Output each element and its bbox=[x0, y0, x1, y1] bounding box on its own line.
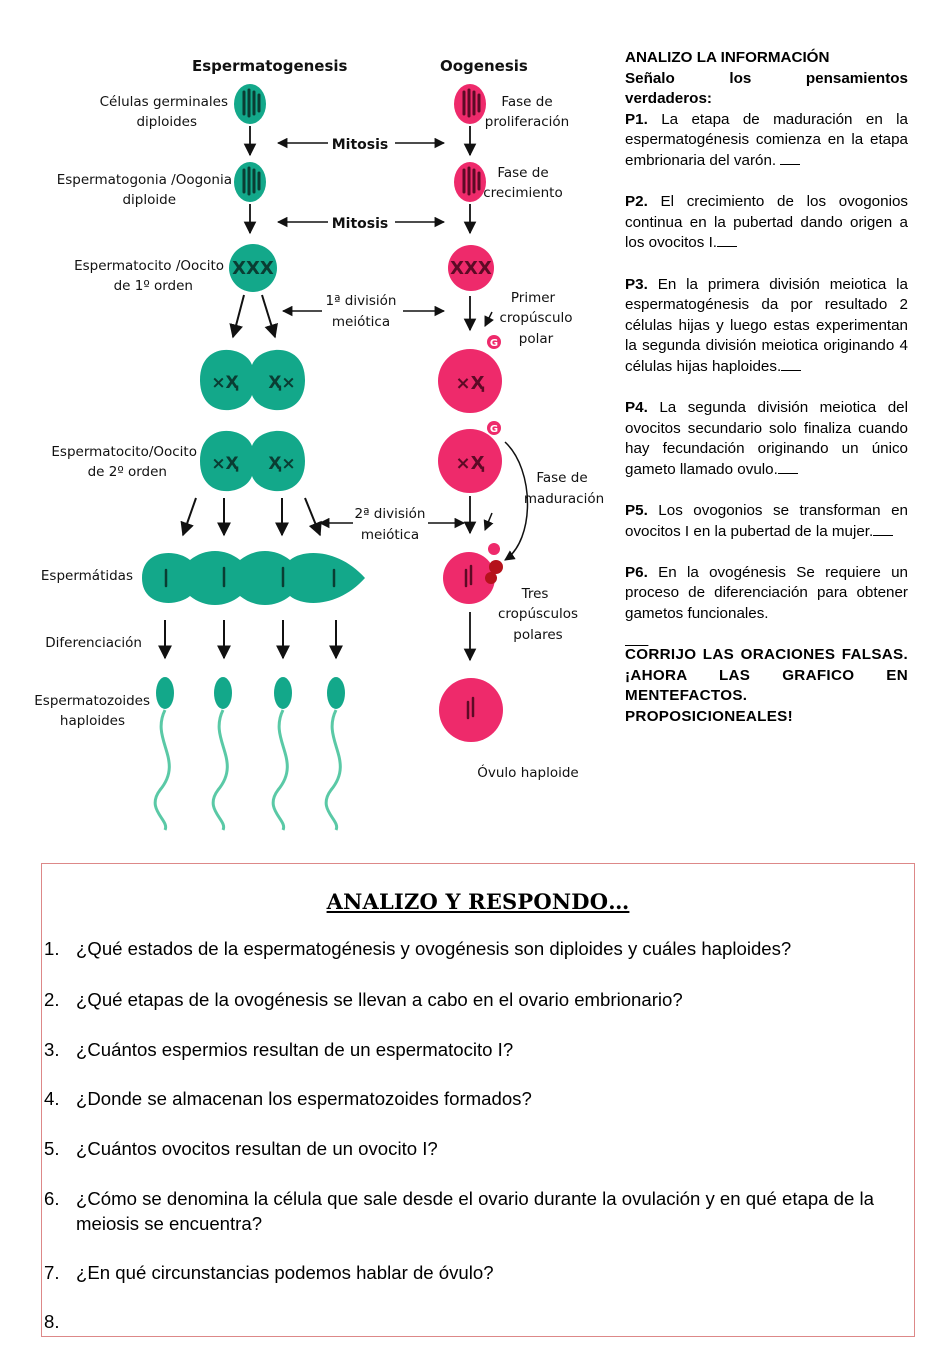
label-differentiation: Diferenciación bbox=[45, 635, 142, 651]
label-spermatozoa-haploid: haploides bbox=[59, 713, 125, 729]
label-second-meiotic: meiótica bbox=[360, 527, 420, 543]
label-mitosis-1: Mitosis bbox=[331, 137, 389, 153]
analysis-panel bbox=[625, 48, 908, 728]
statement-p3: P3. En la primera división meiotica la espermatogénesis da por resultado 2 células hijas y luego estas experimentan la segunda división meiotica originando 4 células hijas haploides. bbox=[625, 275, 908, 375]
label-first-polar-polar: polar bbox=[518, 331, 554, 347]
answer-blank[interactable] bbox=[778, 461, 798, 474]
arrow-primary-left bbox=[233, 295, 244, 337]
label-proliferation-phase: Fase de bbox=[501, 94, 553, 110]
label-second-meiotic-division: 2ª división bbox=[354, 506, 426, 522]
statement-p5: P5. Los ovogonios se transforman en ovocitos I en la pubertad de la mujer. bbox=[625, 502, 908, 540]
germinal-cell-male bbox=[234, 84, 266, 124]
label-germinal-diploid: diploides bbox=[136, 114, 197, 130]
svg-text:G: G bbox=[489, 424, 499, 435]
label-first-meiotic: meiótica bbox=[331, 314, 391, 330]
spermatozoa bbox=[155, 677, 345, 830]
answer-blank[interactable] bbox=[717, 234, 737, 247]
answer-blank[interactable] bbox=[781, 358, 801, 371]
svg-text:Ҳ×: Ҳ× bbox=[268, 454, 296, 474]
arrow-primary-right bbox=[262, 295, 275, 337]
label-first-polar: Primer bbox=[510, 290, 556, 306]
svg-text:×Ҳ: ×Ҳ bbox=[455, 453, 485, 474]
svg-text:×Ҳ: ×Ҳ bbox=[455, 373, 485, 394]
svg-text:×Ҳ: ×Ҳ bbox=[211, 373, 239, 393]
meiosis1-dividing-cell bbox=[200, 350, 305, 410]
polar-body-secondary bbox=[487, 421, 501, 435]
svg-text:×Ҳ: ×Ҳ bbox=[211, 454, 239, 474]
label-first-polar-cropusculo: cropúsculo bbox=[499, 310, 573, 326]
svg-text:G: G bbox=[489, 338, 499, 349]
statement-p2: P2. El crecimiento de los ovogonios continua en la pubertad dando origen a los ovocitos I. bbox=[625, 193, 908, 252]
oogenesis-title: Oogenesis bbox=[440, 57, 528, 75]
label-maturation-phase: Fase de bbox=[536, 470, 588, 486]
spermatids-chain bbox=[142, 551, 365, 605]
oogonia-cell bbox=[454, 162, 486, 202]
questions-box: ANALIZO Y RESPONDO… 1. ¿Qué estados de la espermatogénesis y ovogénesis son diploides y cuáles haploides? 2. ¿Qué etapas de la ovogénesis se llevan a cabo en el ovario embrionario? 3. ¿Cuántos espermios resultan de un espermatocito I? 4. ¿Donde se almacenan los espermatozoides formados? 5. ¿Cuántos ovocitos resultan de un ovocito I? 6. ¿Cómo se denomina la célula que sale desde el ovario durante la ovulación y en qué etapa de la meiosis se encuentra? 7. ¿En qué circunstancias podemos hablar de óvulo? 8. bbox=[41, 863, 915, 1337]
svg-text:XXX: XXX bbox=[450, 258, 492, 279]
label-spermatogonia: Espermatogonia /Oogonia bbox=[56, 172, 232, 188]
spermatogonia-cell bbox=[234, 162, 266, 202]
arrow-secondary-1 bbox=[183, 498, 196, 535]
label-spermatozoa: Espermatozoides bbox=[34, 693, 150, 709]
svg-text:Ҳ×: Ҳ× bbox=[268, 373, 296, 393]
gametogenesis-diagram bbox=[0, 0, 620, 850]
label-spermatogonia-diploid: diploide bbox=[122, 192, 176, 208]
answer-blank[interactable] bbox=[873, 523, 893, 536]
germinal-cell-female bbox=[454, 84, 486, 124]
label-proliferation: proliferación bbox=[484, 114, 570, 130]
statement-p1: P1. La etapa de maduración en la espermatogénesis comienza en la etapa embrionaria del varón. bbox=[625, 110, 908, 169]
questions-title: ANALIZO Y RESPONDO… bbox=[326, 889, 630, 914]
label-ovum-haploid: Óvulo haploide bbox=[477, 765, 579, 781]
analysis-heading: ANALIZO LA INFORMACIÓN bbox=[625, 49, 830, 66]
secondary-oocyte-cell bbox=[438, 349, 502, 413]
label-three-polar-polares: polares bbox=[513, 627, 563, 643]
arrow-secondary-4 bbox=[305, 498, 320, 535]
primary-spermatocyte-cell bbox=[229, 244, 277, 292]
arrow-second-polar bbox=[485, 513, 492, 530]
secondary-spermatocytes bbox=[200, 431, 305, 491]
arrow-first-polar bbox=[485, 312, 492, 326]
label-primary-spermatocyte: Espermatocito /Oocito bbox=[74, 258, 224, 274]
label-mitosis-2: Mitosis bbox=[331, 216, 389, 232]
answer-blank[interactable] bbox=[780, 152, 800, 165]
label-first-meiotic-division: 1ª división bbox=[325, 293, 397, 309]
first-polar-body bbox=[487, 335, 501, 349]
ovum-cell bbox=[439, 678, 503, 742]
analysis-subheading-2: verdaderos: bbox=[625, 90, 712, 108]
analysis-subheading: Señalo los pensamientos bbox=[625, 69, 908, 87]
label-three-polar: Tres bbox=[521, 586, 549, 602]
spermatogenesis-title: Espermatogenesis bbox=[192, 57, 348, 75]
secondary-oocyte-2 bbox=[438, 429, 502, 493]
label-maturation: maduración bbox=[523, 491, 605, 507]
label-growth: crecimiento bbox=[483, 185, 563, 201]
primary-oocyte-cell bbox=[448, 245, 494, 291]
label-secondary-spermatocyte: Espermatocito/Oocito bbox=[51, 444, 197, 460]
label-primary-order: de 1º orden bbox=[113, 278, 193, 294]
label-secondary-order: de 2º orden bbox=[87, 464, 167, 480]
analysis-closing-instruction: $\overline{CO}RRIJO$ LAS ORACIONES FALSAS. ¡AHORA LAS GRAFICO EN MENTEFACTOS. PROPOSICIONEALES! bbox=[625, 646, 908, 725]
svg-text:XXX: XXX bbox=[232, 258, 274, 279]
label-growth-phase: Fase de bbox=[497, 165, 549, 181]
label-three-polar-cropusculos: cropúsculos bbox=[497, 606, 579, 622]
label-spermatids: Espermátidas bbox=[40, 568, 133, 584]
statement-p6: P6. En la ovogénesis Se requiere un proceso de diferenciación para obtener gametos funcionales. bbox=[625, 563, 908, 623]
question-6: 6. ¿Cómo se denomina la célula que sale desde el ovario durante la ovulación y en qué etapa de la meiosis se encuentra? bbox=[44, 1188, 874, 1234]
label-germinal-cells: Células germinales bbox=[99, 94, 228, 110]
statement-p4: P4. La segunda división meiotica del ovocitos secundario solo finaliza cuando hay fecundación originando un único gameto llamado ovulo. bbox=[625, 399, 908, 478]
